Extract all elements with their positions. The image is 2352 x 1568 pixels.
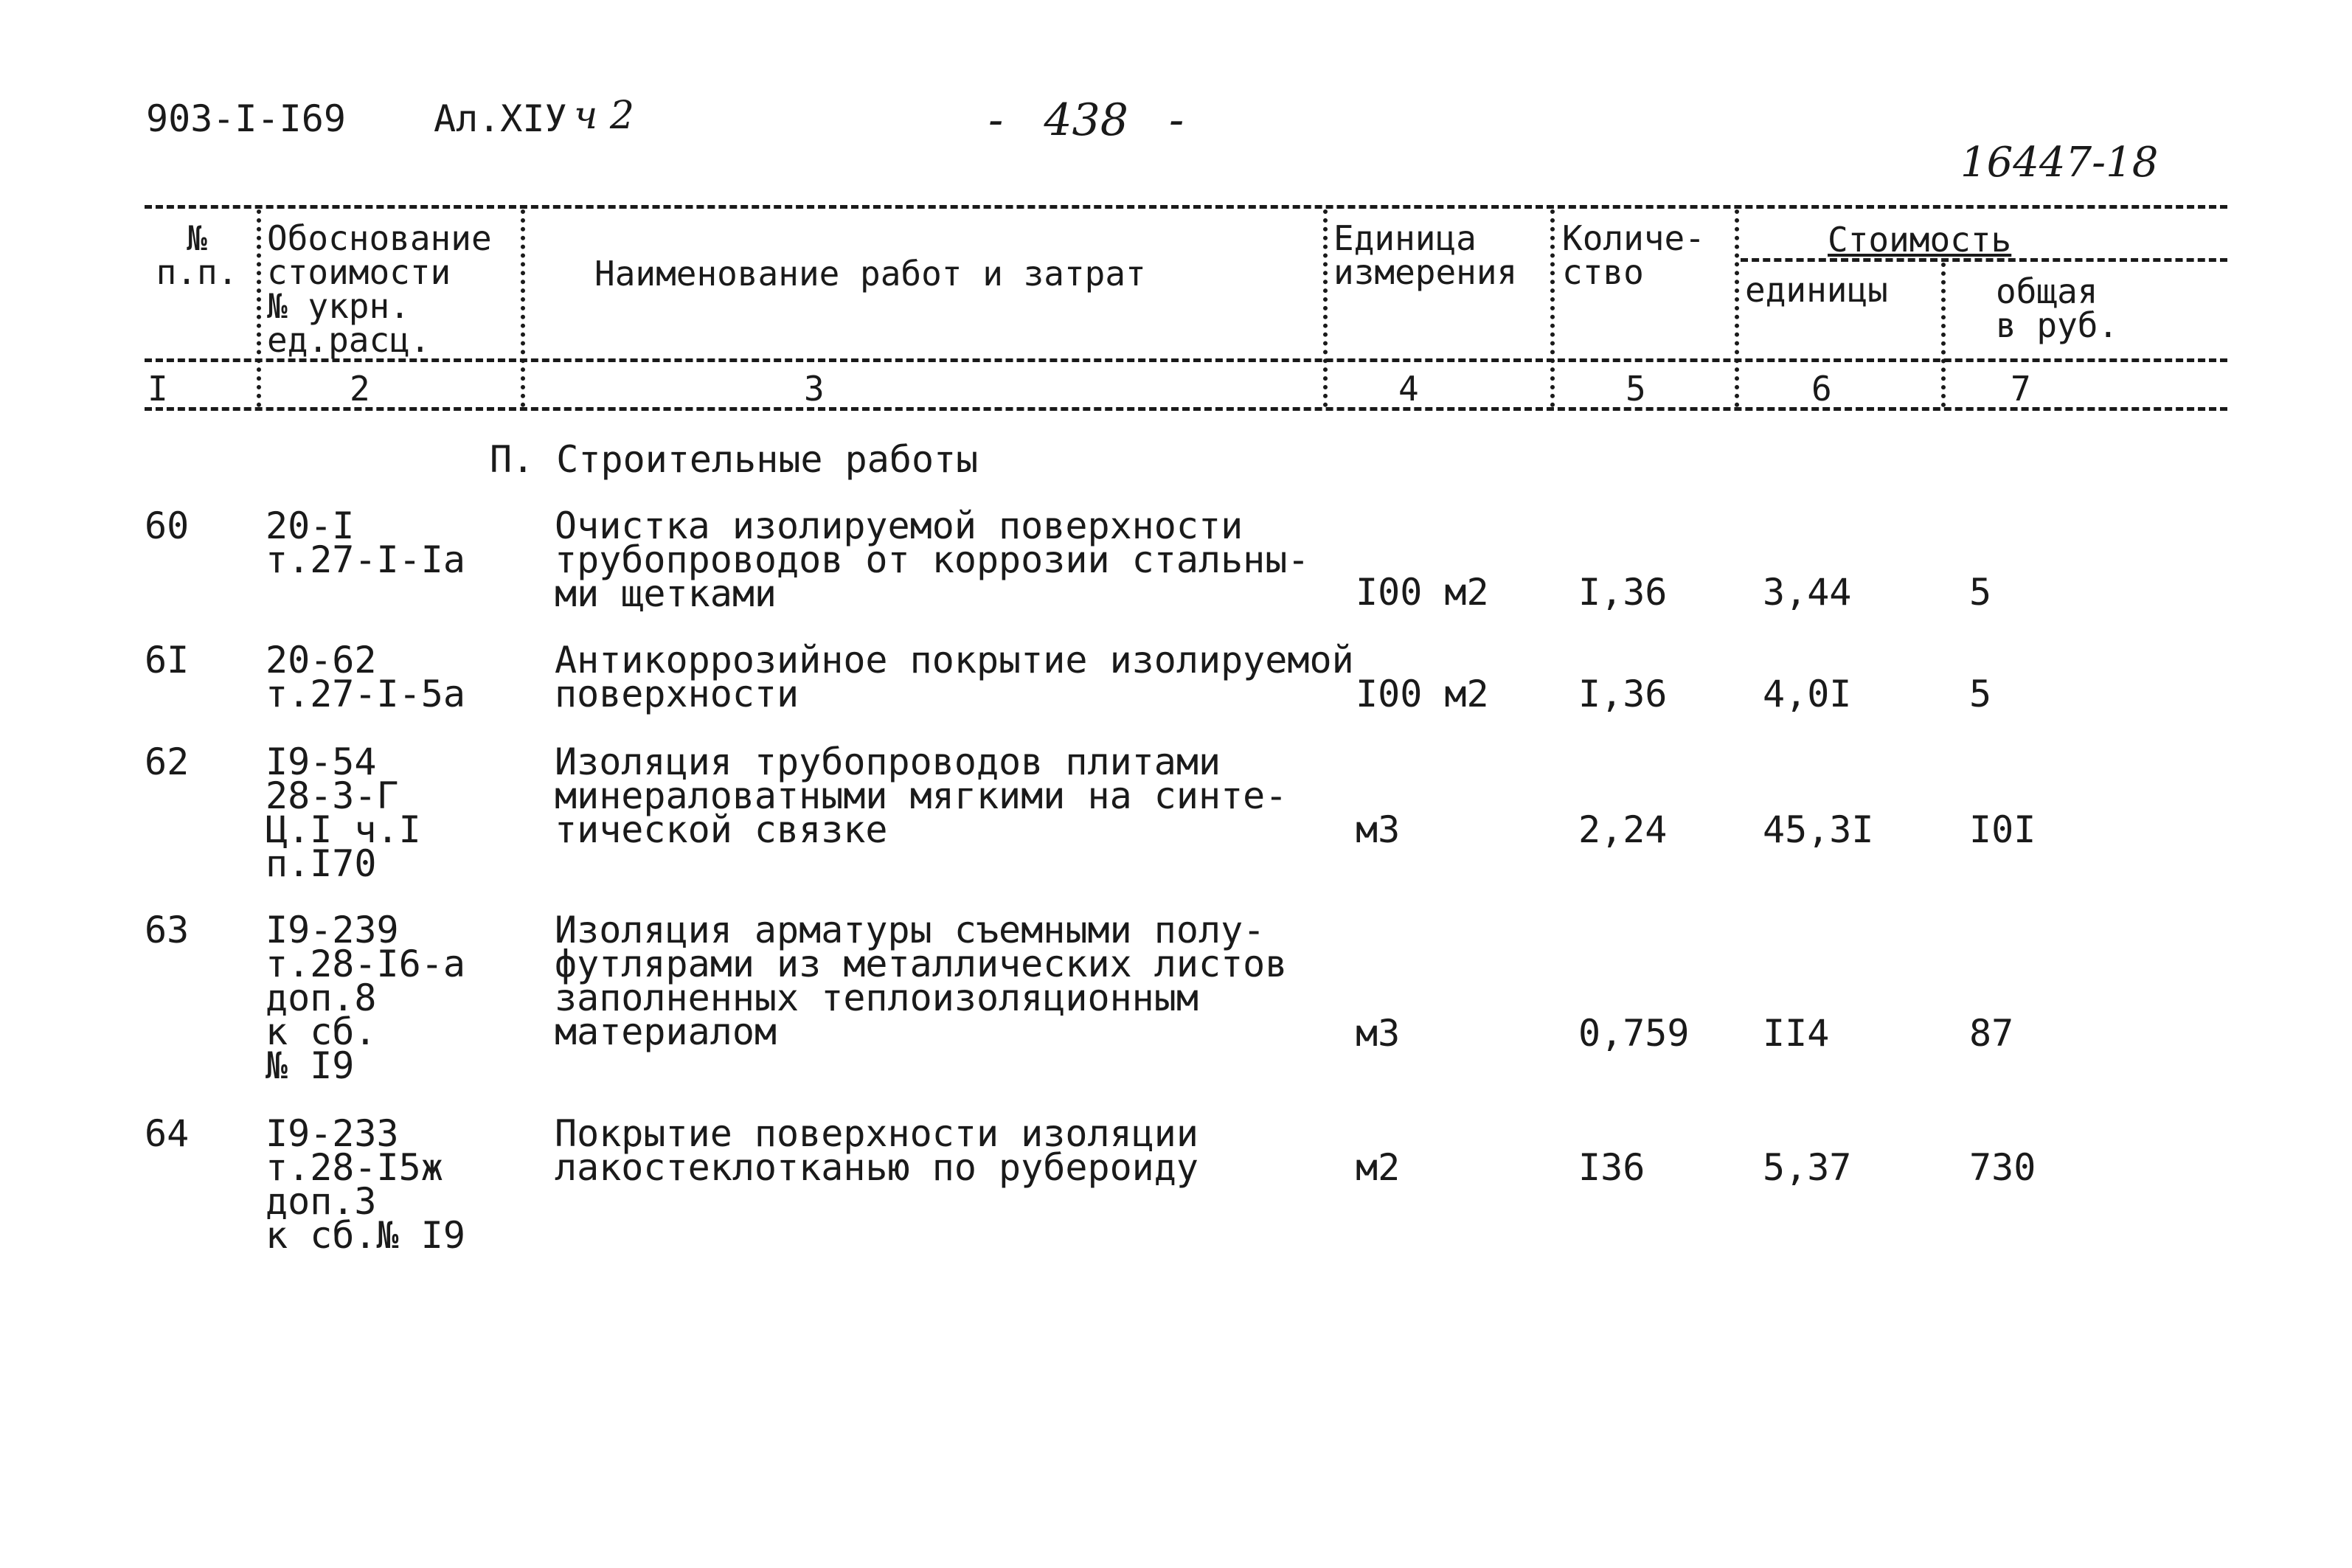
row-basis: I9-54 28-3-Г Ц.I ч.I п.I70 (266, 740, 421, 885)
col-number-5: 5 (1626, 369, 1646, 409)
row-unit: м2 (1356, 1146, 1401, 1189)
row-number: 63 (145, 909, 190, 951)
row-basis: I9-239 т.28-I6-а доп.8 к сб. № I9 (266, 909, 465, 1087)
row-unit-cost: 4,0I (1763, 673, 1852, 715)
header-work-name: Наименование работ и затрат (594, 254, 1146, 294)
header-quantity: Количе- ство (1562, 218, 1705, 292)
row-quantity: I,36 (1578, 673, 1668, 715)
numbers-bottom-rule (145, 407, 2227, 411)
row-number: 64 (145, 1112, 190, 1155)
col-sep-3 (1323, 209, 1328, 407)
col-number-2: 2 (350, 369, 370, 409)
row-total: 5 (1969, 571, 1992, 614)
row-unit-cost: 3,44 (1763, 571, 1852, 614)
header-number: № п.п. (156, 218, 238, 292)
col-sep-1 (257, 209, 261, 407)
header-unit: Единица измерения (1333, 218, 1518, 292)
col-number-4: 4 (1398, 369, 1419, 409)
row-work-name: Антикоррозийное покрытие изолируемой поверхности (555, 639, 1354, 715)
col-sep-5 (1735, 209, 1739, 407)
row-quantity: 2,24 (1578, 808, 1668, 851)
row-basis: 20-62 т.27-I-5а (266, 639, 465, 715)
col-sep-4 (1550, 209, 1555, 407)
row-basis: 20-I т.27-I-Iа (266, 504, 465, 581)
section-title: П. Строительные работы (490, 438, 979, 481)
table-top-rule (145, 205, 2227, 209)
row-work-name: Изоляция трубопроводов плитами минераловатными мягкими на синте- тической связке (555, 740, 1288, 851)
row-unit: I00 м2 (1356, 673, 1489, 715)
col-number-7: 7 (2011, 369, 2031, 409)
header-basis: Обоснование стоимости № укрн. ед.расц. (267, 218, 492, 360)
row-quantity: I,36 (1578, 571, 1668, 614)
row-number: 6I (145, 639, 190, 681)
row-work-name: Изоляция арматуры съемными полу- футлярами из металлических листов заполненных теплоизоляционным материалом (555, 909, 1288, 1053)
header-bottom-rule (145, 358, 2227, 362)
header-unit-cost: единицы (1745, 270, 1888, 310)
header-total-cost: общая в руб. (1996, 271, 2119, 345)
row-work-name: Покрытие поверхности изоляции лакостеклотканью по рубероиду (555, 1112, 1198, 1189)
col-number-3: 3 (804, 369, 825, 409)
row-total: 87 (1969, 1012, 2014, 1055)
row-work-name: Очистка изолируемой поверхности трубопроводов от коррозии стальны- ми щетками (555, 504, 1310, 615)
row-unit-cost: 5,37 (1763, 1146, 1852, 1189)
row-unit: м3 (1356, 1012, 1401, 1055)
row-unit-cost: II4 (1763, 1012, 1830, 1055)
row-quantity: 0,759 (1578, 1012, 1690, 1055)
document-code: 903-I-I69 (146, 97, 346, 140)
row-basis: I9-233 т.28-I5ж доп.3 к сб.№ I9 (266, 1112, 465, 1257)
col-sep-6 (1941, 263, 1946, 407)
album-label: Ал.XIУ (434, 97, 567, 140)
row-number: 60 (145, 504, 190, 547)
row-unit: м3 (1356, 808, 1401, 851)
row-unit-cost: 45,3I (1763, 808, 1874, 851)
col-number-6: 6 (1811, 369, 1832, 409)
row-unit: I00 м2 (1356, 571, 1489, 614)
part-handwritten: ч 2 (574, 94, 634, 138)
row-quantity: I36 (1578, 1146, 1645, 1189)
col-sep-2 (521, 209, 525, 407)
row-total: I0I (1969, 808, 2036, 851)
header-cost-group: Стоимость (1828, 220, 2012, 260)
page-number: - 438 - (988, 94, 1184, 146)
row-total: 730 (1969, 1146, 2036, 1189)
sheet-code: 16447-18 (1960, 139, 2159, 187)
row-total: 5 (1969, 673, 1992, 715)
col-number-1: I (148, 369, 168, 409)
row-number: 62 (145, 740, 190, 783)
